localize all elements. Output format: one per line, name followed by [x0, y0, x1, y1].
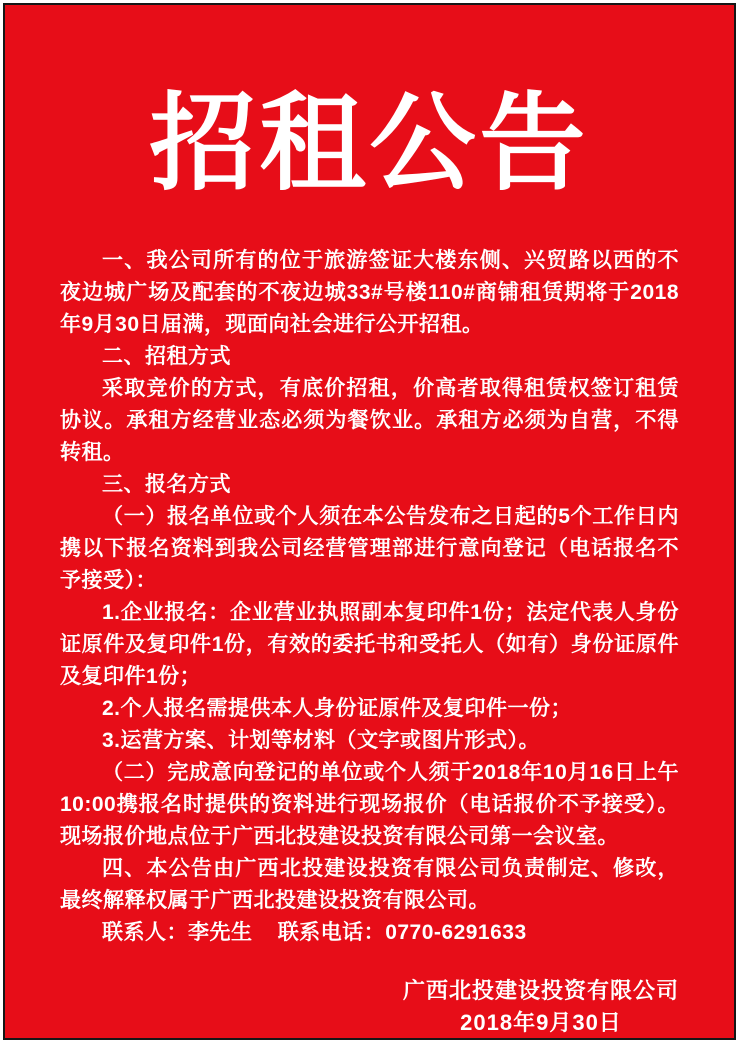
poster-title: 招租公告 — [149, 86, 590, 203]
poster-page — [3, 3, 736, 1040]
paragraph: 四、本公告由广西北投建设投资有限公司负责制定、修改，最终解释权属于广西北投建设投资有限公司。 — [60, 857, 679, 912]
contact-phone: 0770-6291633 — [385, 921, 527, 944]
signature-block — [5, 975, 734, 1039]
announcement-paragraphs — [60, 245, 679, 917]
contact-line — [60, 917, 679, 949]
announcement-body — [5, 245, 734, 949]
contact-person: 李先生 — [188, 921, 253, 944]
contact-person-label: 联系人： — [102, 921, 188, 944]
contact-phone-label: 联系电话： — [277, 921, 386, 944]
signature-date: 2018年9月30日 — [460, 1010, 622, 1035]
paragraph: 1.企业报名：企业营业执照副本复印件1份；法定代表人身份证原件及复印件1份，有效的委托书和受托人（如有）身份证原件及复印件1份； — [60, 601, 679, 688]
paragraph: 3.运营方案、计划等材料（文字或图片形式）。 — [102, 729, 541, 752]
paragraph: 采取竞价的方式，有底价招租，价高者取得租赁权签订租赁协议。承租方经营业态必须为餐饮业。承租方必须为自营，不得转租。 — [60, 377, 679, 464]
paragraph: 一、我公司所有的位于旅游签证大楼东侧、兴贸路以西的不夜边城广场及配套的不夜边城33#号楼110#商铺租赁期将于2018年9月30日届满，现面向社会进行公开招租。 — [60, 249, 679, 336]
paragraph: 三、报名方式 — [102, 473, 231, 496]
signature-inner — [403, 975, 679, 1039]
signature-company: 广西北投建设投资有限公司 — [402, 978, 679, 1003]
paragraph: （一）报名单位或个人须在本公告发布之日起的5个工作日内携以下报名资料到我公司经营管理部进行意向登记（电话报名不予接受）： — [60, 505, 679, 592]
paragraph: 二、招租方式 — [102, 345, 231, 368]
paragraph: 2.个人报名需提供本人身份证原件及复印件一份； — [102, 697, 573, 720]
paragraph: （二）完成意向登记的单位或个人须于2018年10月16日上午10:00携报名时提供的资料进行现场报价（电话报价不予接受）。现场报价地点位于广西北投建设投资有限公司第一会议室。 — [60, 761, 679, 848]
